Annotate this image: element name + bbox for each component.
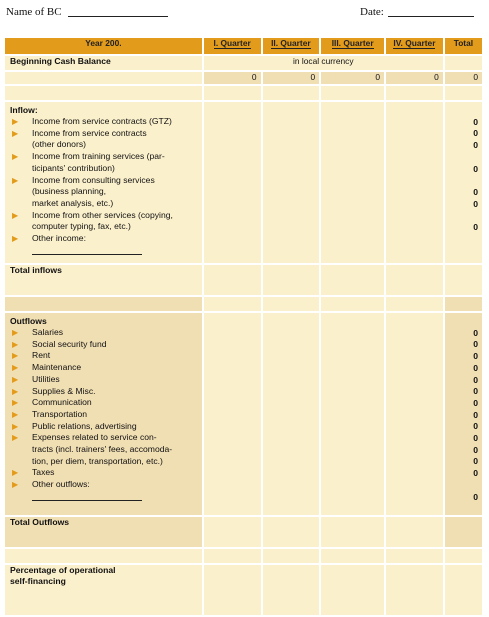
inflow-total-column [445,102,484,265]
outflow-q3[interactable] [321,313,386,517]
inflow-total-value[interactable]: 0 [473,163,478,174]
total-outflows-q4[interactable] [386,517,445,549]
outflow-item [10,339,202,351]
col-header-q1: I. Quarter [204,38,263,56]
form-header [0,0,489,30]
outflow-item-text: Utilities [32,373,60,384]
inflow-item-text: Income from consulting services [32,174,155,185]
inflow-total-value[interactable]: 0 [473,222,478,233]
outflow-q1[interactable] [204,313,263,517]
self-financing-label-line1: Percentage of operational [10,565,116,575]
outflow-item-text: Social security fund [32,338,107,349]
inflow-item [10,116,202,128]
inflow-total-value[interactable]: 0 [473,140,478,151]
inflow-item-text: Income from training services (par- [32,151,165,162]
inflow-title: Inflow: [10,105,38,115]
outflow-total-value[interactable] [445,480,478,492]
self-financing-label [5,565,204,617]
outflow-total-value[interactable]: 0 [473,374,478,385]
name-label: Name of BC [6,6,62,18]
inflow-total-value[interactable]: 0 [473,128,478,139]
outflow-total-value[interactable]: 0 [473,327,478,338]
date-blank-line[interactable] [388,16,474,17]
currency-unit-note: in local currency [204,56,445,72]
bullet-arrow-icon: ▶ [12,210,19,220]
total-outflows-row [5,517,484,549]
outflow-item-text: Rent [32,350,51,361]
inflow-item [10,128,202,151]
self-financing-row [5,565,484,617]
bullet-arrow-icon: ▶ [12,339,19,349]
bullet-arrow-icon: ▶ [12,175,19,185]
col-header-total: Total [445,38,484,56]
outflow-item-text: Communication [32,397,92,408]
inflow-q4[interactable] [386,102,445,265]
outflow-total-value[interactable]: 0 [473,491,478,502]
total-inflows-q4[interactable] [386,265,445,297]
self-financing-q1[interactable] [204,565,263,617]
bullet-arrow-icon: ▶ [12,117,19,126]
bullet-arrow-icon: ▶ [12,128,19,138]
outflow-item [10,421,202,433]
outflow-item [10,479,202,491]
outflow-total-value[interactable]: 0 [473,433,478,444]
outflow-section [5,313,484,517]
inflow-item [10,233,202,245]
total-outflows-total[interactable] [445,517,484,549]
outflow-item [10,362,202,374]
outflow-q2[interactable] [263,313,322,517]
outflow-item-text: Salaries [32,327,64,337]
inflow-item [10,210,202,233]
inflow-q2[interactable] [263,102,322,265]
bullet-arrow-icon: ▶ [12,480,19,490]
outflow-item [10,350,202,362]
bullet-arrow-icon: ▶ [12,409,19,419]
bullet-arrow-icon: ▶ [12,421,19,431]
inflow-item [10,151,202,174]
outflow-item-text: Taxes [32,467,55,478]
outflow-total-value[interactable]: 0 [473,351,478,362]
self-financing-label-line2: self-financing [10,576,66,586]
outflow-total-value[interactable]: 0 [473,386,478,397]
inflow-item-text: Income from service contracts [32,127,147,138]
bullet-arrow-icon: ▶ [12,374,19,384]
bullet-arrow-icon: ▶ [12,351,19,361]
name-blank-line[interactable] [68,16,168,17]
beg-q2-cell[interactable]: 0 [263,72,322,86]
col-header-q3: III. Quarter [321,38,386,56]
bullet-arrow-icon: ▶ [12,386,19,396]
bullet-arrow-icon: ▶ [12,152,19,162]
outflow-q4[interactable] [386,313,445,517]
outflow-item-text: Transportation [32,408,88,419]
bullet-arrow-icon: ▶ [12,363,19,373]
other-outflows-blank-line[interactable] [32,491,142,501]
inflow-total-value[interactable]: 0 [473,198,478,209]
beg-q3-cell[interactable]: 0 [321,72,386,86]
outflow-total-value[interactable]: 0 [473,444,478,455]
outflow-list [10,327,202,491]
inflow-item-text: Income from service contracts (GTZ) [32,116,172,126]
outflow-total-value[interactable]: 0 [473,409,478,420]
outflow-total-value[interactable]: 0 [473,362,478,373]
beg-q4-cell[interactable]: 0 [386,72,445,86]
beginning-balance-label: Beginning Cash Balance [5,56,204,72]
outflow-total-value[interactable]: 0 [473,456,478,467]
total-inflows-row [5,265,484,297]
inflow-total-value[interactable] [445,234,478,246]
col-header-q4: IV. Quarter [386,38,445,56]
outflow-labels [5,313,204,517]
inflow-item-text: (business planning, [32,186,107,197]
total-outflows-q1[interactable] [204,517,263,549]
outflow-total-column [445,313,484,517]
outflow-item [10,409,202,421]
bullet-arrow-icon: ▶ [12,398,19,408]
outflow-total-value[interactable]: 0 [473,339,478,350]
outflow-item [10,386,202,398]
header-row [5,38,484,56]
beginning-balance-row [5,56,484,72]
inflow-item-text: ticipants' contribution) [32,162,115,173]
total-outflows-q3[interactable] [321,517,386,549]
total-outflows-label: Total Outflows [5,517,204,549]
inflow-total-value[interactable] [445,210,478,222]
self-financing-q4[interactable] [386,565,445,617]
self-financing-total[interactable] [445,565,484,617]
total-inflows-q1[interactable] [204,265,263,297]
outflow-total-value[interactable]: 0 [473,421,478,432]
inflow-item-text: Income from other services (copying, [32,209,173,220]
inflow-item-text: computer typing, fax, etc.) [32,221,131,232]
outflow-total-value[interactable]: 0 [473,397,478,408]
bullet-arrow-icon: ▶ [12,433,19,443]
outflow-title: Outflows [10,316,47,326]
beg-q1-cell[interactable]: 0 [204,72,263,86]
outflow-item [10,432,202,467]
inflow-section [5,102,484,265]
outflow-item-text: Supplies & Misc. [32,385,96,396]
total-inflows-total[interactable] [445,265,484,297]
self-financing-q2[interactable] [263,565,322,617]
inflow-q1[interactable] [204,102,263,265]
beg-total-cell[interactable]: 0 [445,72,484,86]
inflow-total-value[interactable]: 0 [473,186,478,197]
bullet-arrow-icon: ▶ [12,234,19,244]
inflow-total-value[interactable] [445,152,478,164]
outflow-item [10,397,202,409]
self-financing-q3[interactable] [321,565,386,617]
cashflow-table [5,38,484,617]
outflow-item-text: Other outflows: [32,479,90,490]
col-header-q2: II. Quarter [263,38,322,56]
beginning-values-row [5,72,484,86]
inflow-total-value[interactable] [445,175,478,187]
inflow-item-text: (other donors) [32,139,86,150]
outflow-item-text: Public relations, advertising [32,420,137,431]
inflow-q3[interactable] [321,102,386,265]
total-inflows-q2[interactable] [263,265,322,297]
outflow-item [10,374,202,386]
inflow-item-text: market analysis, etc.) [32,197,114,208]
total-outflows-q2[interactable] [263,517,322,549]
outflow-item [10,467,202,479]
outflow-item-text: tion, per diem, transportation, etc.) [32,455,163,466]
col-header-year: Year 200. [5,38,204,56]
outflow-item-text: Maintenance [32,362,82,373]
other-income-blank-line[interactable] [32,245,142,255]
inflow-total-value[interactable]: 0 [473,116,478,127]
inflow-item [10,175,202,210]
outflow-item-text: tracts (incl. trainers' fees, accomoda- [32,444,173,455]
outflow-total-value[interactable]: 0 [473,468,478,479]
inflow-list [10,116,202,245]
outflow-item-text: Expenses related to service con- [32,432,157,443]
bullet-arrow-icon: ▶ [12,328,19,337]
total-inflows-label: Total inflows [5,265,204,297]
inflow-labels [5,102,204,265]
bullet-arrow-icon: ▶ [12,468,19,478]
total-inflows-q3[interactable] [321,265,386,297]
inflow-item-text: Other income: [32,233,86,244]
date-label: Date: [360,6,384,18]
outflow-item [10,327,202,339]
